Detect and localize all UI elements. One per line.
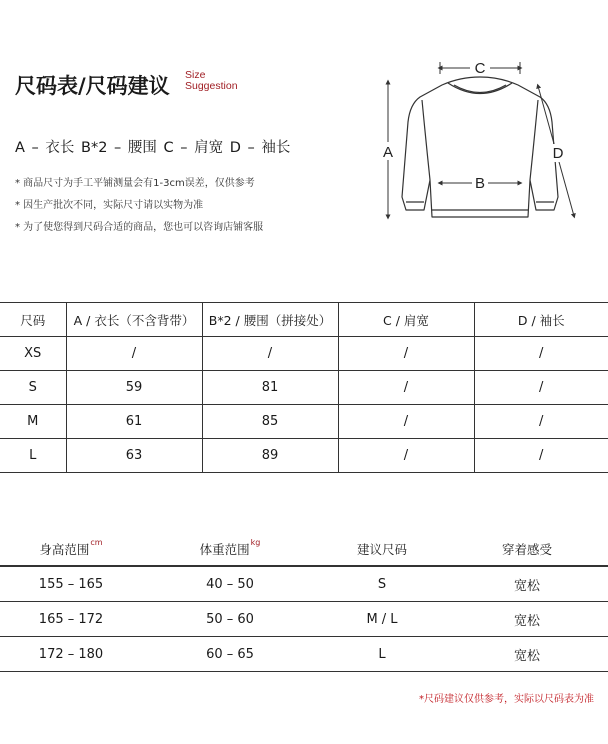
header-length: A / 衣长（不含背带） xyxy=(66,303,202,337)
measurement-legend: A – 衣长 B*2 – 腰围 C – 肩宽 D – 袖长 xyxy=(15,140,291,156)
table-cell: 50 – 60 xyxy=(142,602,318,637)
header-fit: 穿着感受 xyxy=(446,533,608,566)
sweatshirt-diagram xyxy=(370,52,580,234)
table-cell: / xyxy=(338,405,474,439)
title-en-line1: Size xyxy=(185,69,206,81)
table-cell: / xyxy=(202,337,338,371)
header-weight-label: 体重范围 xyxy=(199,542,250,557)
garment-outline xyxy=(402,77,558,217)
table-row xyxy=(0,405,608,439)
table-cell: L xyxy=(318,637,446,672)
table-row xyxy=(0,566,608,602)
table-row xyxy=(0,637,608,672)
table-cell: 89 xyxy=(202,439,338,473)
header-shoulder: C / 肩宽 xyxy=(338,303,474,337)
footnote: *尺码建议仅供参考，实际以尺码表为准 xyxy=(419,694,594,705)
unit-cm: cm xyxy=(90,538,103,547)
page-title-english xyxy=(185,70,238,92)
table-cell: 61 xyxy=(66,405,202,439)
table-cell: 宽松 xyxy=(446,602,608,637)
table-cell: M xyxy=(0,405,66,439)
table-cell: / xyxy=(66,337,202,371)
table-cell: 59 xyxy=(66,371,202,405)
header-height xyxy=(0,533,142,566)
table-cell: / xyxy=(474,337,608,371)
table-cell: 172 – 180 xyxy=(0,637,142,672)
note-2: * 因生产批次不同，实际尺寸请以实物为准 xyxy=(15,200,204,211)
table-cell: 63 xyxy=(66,439,202,473)
table-cell: 宽松 xyxy=(446,566,608,602)
table-cell: / xyxy=(474,405,608,439)
size-table-header xyxy=(0,303,608,337)
header-height-label: 身高范围 xyxy=(39,542,90,557)
header-suggested-size: 建议尺码 xyxy=(318,533,446,566)
table-cell: 40 – 50 xyxy=(142,566,318,602)
table-row xyxy=(0,337,608,371)
table-row xyxy=(0,602,608,637)
label-c: C xyxy=(474,60,486,77)
table-cell: 60 – 65 xyxy=(142,637,318,672)
table-cell: S xyxy=(318,566,446,602)
table-cell: / xyxy=(338,371,474,405)
note-3: * 为了使您得到尺码合适的商品，您也可以咨询店铺客服 xyxy=(15,222,264,233)
header-sleeve: D / 袖长 xyxy=(474,303,608,337)
unit-kg: kg xyxy=(250,538,261,547)
label-d: D xyxy=(552,145,564,162)
table-cell: M / L xyxy=(318,602,446,637)
table-cell: / xyxy=(338,439,474,473)
table-cell: 165 – 172 xyxy=(0,602,142,637)
label-b: B xyxy=(474,175,486,192)
table-cell: 155 – 165 xyxy=(0,566,142,602)
size-suggestion-table xyxy=(0,533,608,672)
table-cell: S xyxy=(0,371,66,405)
size-table xyxy=(0,302,608,473)
note-1: * 商品尺寸为手工平铺测量会有1-3cm误差，仅供参考 xyxy=(15,178,255,189)
title-en-line2: Suggestion xyxy=(185,80,238,92)
label-a: A xyxy=(382,144,394,161)
table-cell: 宽松 xyxy=(446,637,608,672)
table-cell: / xyxy=(474,439,608,473)
table-cell: / xyxy=(474,371,608,405)
table-cell: 85 xyxy=(202,405,338,439)
header-weight xyxy=(142,533,318,566)
table-cell: 81 xyxy=(202,371,338,405)
table-row xyxy=(0,439,608,473)
header-size: 尺码 xyxy=(0,303,66,337)
suggestion-table-header xyxy=(0,533,608,566)
table-cell: / xyxy=(338,337,474,371)
table-row xyxy=(0,371,608,405)
header-waist: B*2 / 腰围（拼接处） xyxy=(202,303,338,337)
table-cell: L xyxy=(0,439,66,473)
table-cell: XS xyxy=(0,337,66,371)
page-title: 尺码表/尺码建议 xyxy=(15,74,170,98)
